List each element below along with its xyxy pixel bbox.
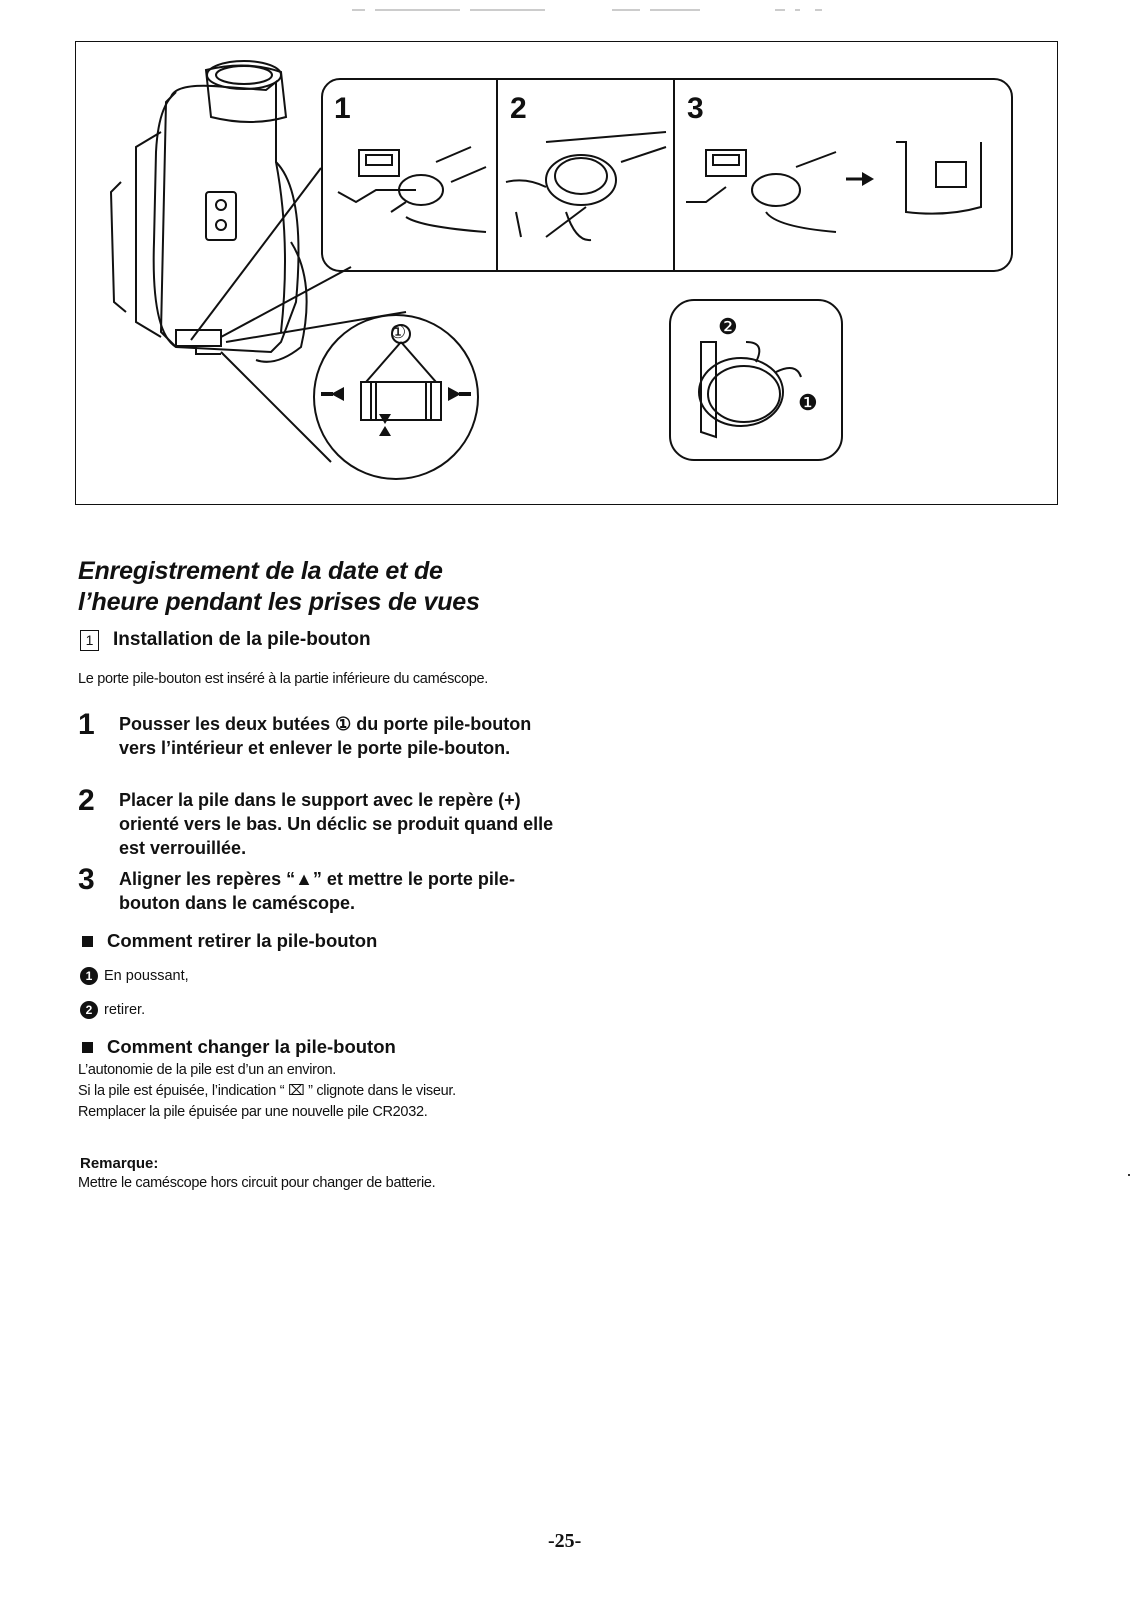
- page-title: [78, 556, 638, 618]
- intro-text: Le porte pile-bouton est inséré à la partie inférieure du caméscope.: [78, 671, 489, 687]
- section-heading-text: Installation de la pile-bouton: [113, 629, 371, 650]
- square-bullet-icon: [82, 936, 93, 947]
- section-heading: [80, 629, 371, 651]
- remove-heading-text: Comment retirer la pile-bouton: [107, 930, 378, 951]
- step-text: Aligner les repères “▲” et mettre le porte pile-bouton dans le caméscope.: [119, 869, 515, 913]
- change-heading: [82, 1036, 396, 1058]
- step-text: Pousser les deux butées ① du porte pile-bouton vers l’intérieur et enlever le porte pile-bouton.: [119, 714, 532, 758]
- panel-label-3: 3: [687, 92, 704, 125]
- numbered-circle-icon: 1: [80, 967, 98, 985]
- step-text: Placer la pile dans le support avec le repère (+) orienté vers le bas. Un déclic se produit quand elle est verrouillée.: [119, 790, 554, 858]
- remove-heading: [82, 930, 377, 952]
- change-heading-text: Comment changer la pile-bouton: [107, 1036, 396, 1057]
- scan-dot: [1128, 1174, 1130, 1176]
- remove-item-text: retirer.: [104, 1002, 146, 1018]
- change-paragraph: [78, 1060, 518, 1123]
- change-line-1: L’autonomie de la pile est d’un an environ.: [78, 1062, 336, 1078]
- detail-marker-2: ❷: [718, 314, 738, 339]
- numbered-circle-icon: 2: [80, 1001, 98, 1019]
- remove-item-1: [80, 967, 189, 985]
- remove-item-text: En poussant,: [104, 968, 189, 984]
- page-number: -25-: [548, 1530, 582, 1552]
- battery-illustration: [76, 42, 1059, 506]
- square-bullet-icon: [82, 1042, 93, 1053]
- detail-marker-1: ❶: [798, 390, 818, 415]
- title-line-2: l’heure pendant les prises de vues: [78, 588, 480, 616]
- step-number: 1: [78, 708, 95, 741]
- step-number: 2: [78, 784, 95, 817]
- section-number-box: 1: [80, 630, 99, 651]
- stopper-callout-marker: ①: [390, 322, 407, 342]
- step-number: 3: [78, 863, 95, 896]
- illustration-frame: [75, 41, 1058, 505]
- change-line-2: Si la pile est épuisée, l’indication “ ⌧ ” clignote dans le viseur. Remplacer la pile épuisée par une nouvelle pile CR2032.: [78, 1083, 456, 1120]
- panel-label-2: 2: [510, 92, 527, 125]
- remark-label: Remarque:: [80, 1155, 159, 1172]
- scan-marks: [0, 0, 1137, 20]
- title-line-1: Enregistrement de la date et de: [78, 557, 443, 585]
- panel-label-1: 1: [334, 92, 351, 125]
- remove-item-2: [80, 1001, 145, 1019]
- remark-text: Mettre le caméscope hors circuit pour changer de batterie.: [78, 1175, 436, 1191]
